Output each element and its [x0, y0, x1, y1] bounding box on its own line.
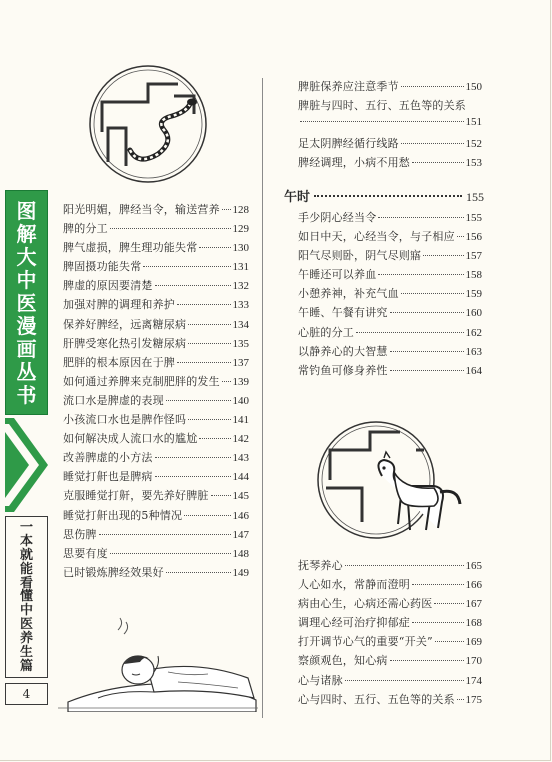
toc-entry-title: 睡觉打鼾也是脾病: [63, 470, 153, 484]
toc-entry-title: 克服睡觉打鼾，要先养好脾脏: [63, 489, 209, 503]
toc-entry-page: 137: [232, 356, 249, 369]
toc-entry-page: 130: [232, 242, 249, 255]
series-subtitle-char: 懂: [19, 589, 33, 605]
toc-entry[interactable]: [298, 362, 482, 381]
toc-entry-title: 已时锻炼脾经效果好: [63, 565, 164, 579]
toc-entry-title: 抚琴养心: [298, 559, 343, 572]
toc-entry-page: 155: [465, 212, 482, 224]
toc-entry-page: 145: [232, 490, 249, 503]
toc-entry[interactable]: [63, 392, 249, 411]
toc-entry[interactable]: [298, 595, 482, 614]
leader-dots: [378, 217, 463, 218]
toc-entry-page: 148: [232, 547, 249, 560]
toc-entry-title: 阳气尽则卧，阴气尽则寤: [298, 249, 422, 263]
leader-dots: [143, 266, 230, 267]
leader-dots: [155, 476, 231, 477]
toc-entry-title: 脾的分工: [63, 222, 108, 236]
leader-dots: [356, 332, 464, 333]
toc-entry[interactable]: [63, 277, 249, 296]
series-subtitle-char: 能: [19, 561, 33, 577]
toc-entry[interactable]: [298, 228, 482, 247]
series-subtitle-char: 一: [19, 520, 33, 536]
toc-entry[interactable]: [63, 545, 249, 564]
toc-entry-page: 134: [232, 318, 249, 331]
toc-entry-page: 135: [232, 337, 249, 350]
series-title-char: 解: [16, 221, 37, 246]
toc-entry-page: 175: [465, 693, 482, 706]
toc-entry[interactable]: [298, 691, 482, 710]
leader-dots: [199, 247, 230, 248]
leader-dots: [188, 324, 230, 325]
series-title-char: 医: [16, 290, 37, 315]
leader-dots: [177, 362, 231, 363]
toc-entry[interactable]: [298, 304, 482, 323]
toc-entry-title: 常钓鱼可修身养性: [298, 363, 388, 377]
toc-entry-title: 小孩流口水也是脾作怪吗: [63, 413, 187, 427]
toc-entry-page: 131: [232, 261, 249, 274]
toc-entry-title: 病由心生，心病还需心药医: [298, 597, 433, 611]
toc-entry[interactable]: [298, 652, 482, 671]
toc-entry-title: 心与诸脉: [298, 673, 343, 687]
toc-entry-page: 140: [232, 394, 249, 407]
leader-dots: [345, 680, 464, 681]
leader-dots: [401, 143, 464, 144]
leader-dots: [300, 121, 464, 122]
series-subtitle-char: 就: [19, 548, 33, 564]
toc-entry-title: 保养好脾经，远离糖尿病: [63, 317, 187, 331]
series-title-char: 丛: [16, 359, 37, 384]
toc-entry-title: 脾虚的原因要清楚: [63, 279, 153, 293]
leader-dots: [222, 381, 231, 382]
toc-entry-title: 午睡、午餐有讲究: [298, 306, 388, 320]
toc-entry-title: 脾经调理，小病不用愁: [298, 156, 410, 170]
chevron-right-icon: [5, 418, 48, 512]
toc-entry-page: 170: [465, 655, 482, 668]
toc-entry[interactable]: [63, 526, 249, 545]
toc-entry-page: 152: [465, 138, 482, 151]
toc-entry[interactable]: [63, 507, 249, 526]
leader-dots: [314, 195, 462, 197]
toc-entry-title: 足太阴脾经循行线路: [298, 137, 399, 151]
leader-dots: [412, 622, 464, 623]
toc-entry-title: 如何通过养脾来克制肥胖的发生: [63, 374, 220, 388]
toc-entry-page: 149: [232, 566, 249, 579]
leader-dots: [110, 553, 231, 554]
toc-entry[interactable]: [298, 343, 482, 362]
toc-entry[interactable]: [298, 672, 482, 691]
toc-entry[interactable]: [298, 576, 482, 595]
leader-dots: [99, 534, 231, 535]
toc-entry[interactable]: [298, 324, 482, 343]
leader-dots: [184, 515, 230, 516]
leader-dots: [188, 343, 230, 344]
toc-entry[interactable]: [63, 411, 249, 430]
section-page: 155: [466, 190, 484, 204]
toc-entry-page: 151: [465, 116, 482, 129]
toc-entry-page: 159: [465, 288, 482, 301]
series-title-char: 画: [16, 336, 37, 361]
toc-entry[interactable]: [63, 258, 249, 277]
sleeping-man-illustration: [58, 612, 258, 712]
series-title-char: 图: [16, 198, 37, 223]
toc-entry-page: 142: [232, 433, 249, 446]
toc-entry-page: 147: [232, 528, 249, 541]
toc-list-right-top: [298, 78, 482, 173]
series-title-char: 书: [16, 382, 37, 407]
toc-entry[interactable]: [63, 430, 249, 449]
series-subtitle-char: 医: [19, 617, 33, 633]
toc-entry-page: 133: [232, 299, 249, 312]
leader-dots: [199, 438, 230, 439]
series-subtitle-char: 养: [19, 630, 33, 646]
toc-entry-title: 如何解决成人流口水的尴尬: [63, 432, 198, 446]
leader-dots: [390, 660, 464, 661]
toc-entry[interactable]: [63, 487, 249, 506]
toc-entry-page: 164: [465, 364, 482, 377]
series-title-char: 漫: [16, 313, 37, 338]
toc-entry-page: 169: [465, 636, 482, 649]
toc-entry-page: 139: [232, 375, 249, 388]
leader-dots: [390, 351, 464, 352]
leader-dots: [423, 255, 463, 256]
toc-entry-page: 165: [465, 560, 482, 572]
toc-entry-title: 阳光明媚，脾经当令，输送营养: [63, 203, 220, 216]
leader-dots: [412, 584, 464, 585]
toc-entry-title: 手少阴心经当令: [298, 211, 377, 224]
leader-dots: [345, 565, 464, 566]
toc-entry[interactable]: [298, 247, 482, 266]
leader-dots: [110, 228, 231, 229]
series-title: [5, 190, 48, 415]
toc-entry-page: 141: [232, 414, 249, 427]
leader-dots: [177, 304, 231, 305]
toc-entry-title: 加强对脾的调理和养护: [63, 298, 175, 312]
toc-entry[interactable]: [298, 285, 482, 304]
leader-dots: [390, 370, 464, 371]
toc-entry-page: 162: [465, 326, 482, 339]
toc-entry-title: 午睡还可以养血: [298, 268, 377, 282]
leader-dots: [401, 86, 464, 87]
toc-entry-page: 146: [232, 509, 249, 522]
toc-entry-title: 调理心经可治疗抑郁症: [298, 616, 410, 630]
toc-entry-title: 人心如水，常静而澄明: [298, 578, 410, 592]
series-subtitle: [5, 516, 48, 678]
leader-dots: [222, 209, 231, 210]
toc-entry[interactable]: [298, 97, 482, 116]
series-title-char: 中: [16, 267, 37, 292]
toc-entry[interactable]: [298, 557, 482, 576]
toc-entry[interactable]: [63, 201, 249, 220]
toc-entry-page: 160: [465, 307, 482, 320]
toc-entry-title: 以静养心的大智慧: [298, 344, 388, 358]
toc-entry[interactable]: [63, 449, 249, 468]
toc-entry-page: 168: [465, 617, 482, 630]
toc-entry-page: 153: [465, 157, 482, 170]
series-title-char: 大: [16, 244, 37, 269]
toc-entry[interactable]: [298, 633, 482, 652]
page-number: 4: [5, 683, 48, 705]
series-subtitle-char: 本: [19, 534, 33, 550]
toc-entry[interactable]: [63, 220, 249, 239]
toc-entry-page: 129: [232, 223, 249, 236]
toc-entry[interactable]: [63, 239, 249, 258]
toc-list-left: [63, 201, 249, 583]
toc-entry-page: 158: [465, 269, 482, 282]
toc-entry-title: 打开调节心气的重要“开关”: [298, 635, 433, 649]
toc-entry[interactable]: [298, 154, 482, 173]
toc-entry-title: 思要有度: [63, 546, 108, 560]
toc-entry-title: 脾固摄功能失常: [63, 260, 142, 274]
toc-entry-title: 小憩养神，补充气血: [298, 287, 399, 301]
toc-entry-title: 察颜观色，知心病: [298, 654, 388, 668]
toc-entry[interactable]: [63, 316, 249, 335]
toc-entry-page: 157: [465, 250, 482, 263]
toc-entry-title: 脾气虚损，脾生理功能失常: [63, 241, 198, 255]
toc-entry[interactable]: [298, 614, 482, 633]
section-heading-wushi[interactable]: [284, 186, 484, 205]
leader-dots: [155, 457, 231, 458]
toc-list-right-bottom: [298, 557, 482, 710]
toc-entry-title: 肥胖的根本原因在于脾: [63, 355, 175, 369]
toc-entry-title: 睡觉打鼾出现的5种情况: [63, 508, 183, 522]
toc-entry-title: 心脏的分工: [298, 325, 354, 339]
leader-dots: [390, 312, 464, 313]
toc-entry-page: 143: [232, 452, 249, 465]
toc-entry-title: 肝脾受寒化热引发糖尿病: [63, 336, 187, 350]
leader-dots: [412, 162, 464, 163]
toc-entry-page: 128: [232, 204, 249, 216]
leader-dots: [401, 293, 464, 294]
toc-entry[interactable]: [63, 296, 249, 315]
leader-dots: [435, 641, 464, 642]
toc-entry-title: 流口水是脾虚的表现: [63, 393, 164, 407]
toc-entry-page: 132: [232, 280, 249, 293]
leader-dots: [434, 603, 463, 604]
leader-dots: [457, 236, 464, 237]
toc-entry-page: 174: [465, 674, 482, 687]
leader-dots: [457, 699, 464, 700]
toc-entry-page: 144: [232, 471, 249, 484]
toc-list-right-middle: [298, 209, 482, 381]
horse-sundial-illustration: [312, 410, 464, 552]
series-subtitle-char: 篇: [19, 658, 33, 674]
toc-entry[interactable]: [63, 564, 249, 583]
toc-entry-page: 166: [465, 579, 482, 592]
toc-entry-page: 163: [465, 345, 482, 358]
leader-dots: [188, 419, 230, 420]
toc-entry[interactable]: [298, 135, 482, 154]
toc-entry-page: 167: [465, 598, 482, 611]
toc-entry[interactable]: [298, 78, 482, 97]
series-subtitle-char: 中: [19, 603, 33, 619]
series-sidebar: [5, 190, 48, 713]
toc-entry-title: 心与四时、五行、五色等的关系: [298, 692, 455, 706]
leader-dots: [166, 572, 231, 573]
toc-entry-title: 改善脾虚的小方法: [63, 451, 153, 465]
leader-dots: [155, 285, 231, 286]
toc-entry[interactable]: [63, 468, 249, 487]
leader-dots: [166, 400, 231, 401]
toc-entry[interactable]: [298, 116, 482, 135]
toc-entry-page: 156: [465, 231, 482, 244]
toc-entry[interactable]: [298, 266, 482, 285]
toc-entry-title: 脾脏保养应注意季节: [298, 80, 399, 93]
series-subtitle-char: 生: [19, 644, 33, 660]
column-divider: [262, 78, 263, 718]
toc-entry[interactable]: [298, 209, 482, 228]
leader-dots: [211, 495, 231, 496]
toc-entry-title: 如日中天，心经当令，与子相应: [298, 230, 455, 244]
toc-entry-title: 思伤脾: [63, 527, 97, 541]
snake-sundial-illustration: [86, 62, 210, 186]
toc-entry[interactable]: [63, 354, 249, 373]
toc-entry[interactable]: [63, 373, 249, 392]
toc-entry[interactable]: [63, 335, 249, 354]
toc-entry-page: 150: [465, 81, 482, 93]
toc-entry-title: 脾脏与四时、五行、五色等的关系: [298, 99, 466, 113]
section-title: 午时: [284, 190, 311, 205]
leader-dots: [378, 274, 463, 275]
series-subtitle-char: 看: [19, 575, 33, 591]
